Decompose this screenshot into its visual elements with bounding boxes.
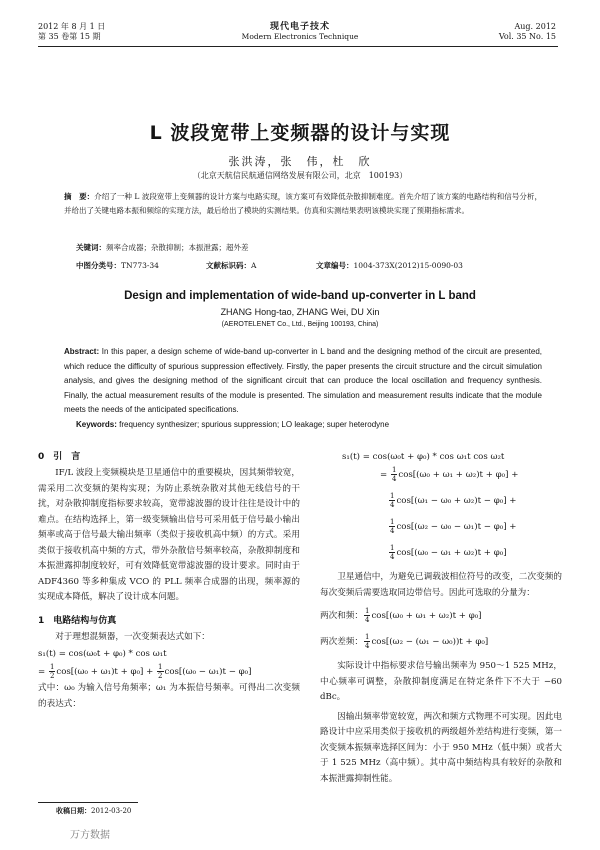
section-1-paragraph: 对于理想混频器，一次变频表达式如下：	[55, 631, 210, 642]
abstract-en-text: In this paper, a design scheme of wide-band up-converter in L band and the designing method of the circuit are presented, which reduce the difficulty of spurious suppression effectively. Firstly, the paper presents the circuit structure and the circuit simulation analysis, and gives the designing method of the significant circuit that can produce the local oscillation and frequency synthesis. Finally, the actual measurement results of the module is presented. The simulation and measurement results indicate that the module meets the needs of the anticipated specifications.	[64, 347, 542, 415]
sum-frequency-label: 两次和频：	[320, 611, 363, 621]
authors-cn: 张洪涛，张 伟，杜 欣	[228, 155, 372, 168]
fraction-quarter	[389, 544, 395, 561]
clc-value: TN773-34	[121, 261, 159, 270]
right-paragraph-2: 实际设计中指标要求信号输出频率为 950～1 525 MHz，中心频率可调整，杂散抑制度满足在特定条件下不大于 −60 dBc。	[320, 661, 562, 702]
keywords-en-label: Keywords:	[76, 420, 117, 429]
header-journal	[200, 22, 400, 42]
section-0-paragraph: IF/L 波段上变频模块是卫星通信中的重要模块，因其频带较宽，需采用二次变频的架构实现；为防止系统杂散对其他无线信号的干扰，对杂散抑制度指标要求较高，宽带滤波器的设计往往是设计中的难点。在结构选择上，第一级变频输出信号可采用低于信号最小输出频率或高于信号最大输出频率（类似于接收机高中频）的方式。采用类似于接收机高中频的方式，带外杂散信号频率较高，杂散抑制度和本振泄露抑制度较好，可有效降低宽带滤波器的设计要求。同时由于 ADF4360 等多种集成 VCO 的 PLL 频率合成器的出现，频率源的实现成本降低，解决了设计成本问题。	[38, 468, 300, 602]
authors-en: ZHANG Hong-tao, ZHANG Wei, DU Xin	[220, 307, 380, 317]
keywords-en	[76, 420, 389, 429]
paper-title-en: Design and implementation of wide-band up-converter in L band	[124, 290, 476, 302]
fraction-numerator: 1	[390, 492, 395, 500]
fraction-half-a	[49, 663, 55, 680]
equation-3-term-text: cos[(ω₀ − ω₁ + ω₂)t + φ₀]	[396, 548, 507, 558]
equation-2	[38, 663, 300, 681]
clc-number	[76, 260, 206, 271]
article-number	[316, 260, 546, 271]
fraction-numerator: 1	[390, 518, 395, 526]
equation-1: s₁(t) = cos(ω₀t + φ₀) * cos ω₁t	[38, 649, 167, 659]
equation-3-term-text: cos[(ω₁ − ω₀ + ω₂)t − φ₀] +	[396, 496, 517, 506]
affiliation-en: (AEROTELENET Co., Ltd., Beijing 100193, China)	[221, 321, 379, 328]
fraction-numerator: 1	[391, 466, 397, 474]
abstract-cn	[64, 190, 542, 217]
received-date-value: 2012-03-20	[91, 807, 132, 815]
equation-2-term-b: cos[(ω₀ − ω₁)t − φ₀]	[164, 667, 252, 677]
fraction-quarter	[364, 607, 370, 624]
watermark: 万方数据	[70, 830, 110, 841]
fraction-numerator: 1	[364, 607, 370, 615]
article-label: 文章编号：	[316, 261, 354, 270]
section-0-heading: 0 引 言	[38, 452, 81, 462]
fraction-half-b	[157, 663, 163, 680]
fraction-numerator: 1	[390, 544, 395, 552]
received-date	[56, 806, 131, 816]
classification-row	[76, 260, 546, 271]
header-date-en: Aug. 2012	[514, 22, 556, 31]
journal-name-en: Modern Electronics Technique	[241, 32, 359, 41]
paper-title-cn: L 波段宽带上变频器的设计与实现	[149, 122, 451, 144]
header-rule	[38, 46, 558, 47]
fraction-denominator: 4	[391, 475, 397, 483]
fraction-denominator: 4	[364, 642, 370, 650]
abstract-cn-text: 介绍了一种 L 波段宽带上变频器的设计方案与电路实现，该方案可有效降低杂散抑制难度。首先介绍了该方案的电路结构和信号分析，并给出了关键电路本振和频综的实现方法，最后给出了模块的实测结果。仿真和实测结果表明该模块实现了预期指标需求。	[64, 192, 543, 215]
abstract-en-label: Abstract:	[64, 347, 100, 356]
keywords-cn	[76, 242, 249, 253]
doc-label: 文献标识码：	[206, 261, 251, 270]
fraction-quarter	[391, 466, 397, 483]
footnote-rule	[38, 802, 138, 803]
header-volume-en: Vol. 35 No. 15	[498, 32, 556, 41]
section-1-paragraph-2: 式中：ω₀ 为输入信号角频率；ω₁ 为本振信号频率。可得出二次变频的表达式：	[38, 683, 300, 709]
diff-frequency-term: cos[(ω₂ − (ω₁ − ω₀))t + φ₀]	[371, 637, 489, 647]
fraction-denominator: 4	[390, 501, 395, 509]
equation-3-head: s₁(t) = cos(ω₀t + φ₀) * cos ω₁t cos ω₂t	[342, 452, 505, 462]
right-paragraph-3: 因输出频率带宽较宽，两次和频方式物理不可实现。因此电路设计中应采用类似于接收机的两级超外差结构进行变频，第一次变频本振频率选择区间为：小于 950 MHz（低中频）或者大于 1 525 MHz（高中频）。其中高中频结构具有较好的杂散和本振泄露抑制性能。	[320, 711, 562, 784]
section-1-heading: 1 电路结构与仿真	[38, 615, 117, 626]
keywords-en-text: frequency synthesizer; spurious suppression; LO leakage; super heterodyne	[116, 420, 390, 429]
equation-2-term-a: cos[(ω₀ + ω₁)t + φ₀] +	[56, 667, 154, 677]
sum-frequency-term: cos[(ω₀ + ω₁ + ω₂)t + φ₀]	[371, 611, 482, 621]
diff-frequency-label: 两次差频：	[320, 637, 363, 647]
equation-3-term-text: cos[(ω₀ + ω₁ + ω₂)t + φ₀] +	[398, 470, 519, 480]
fraction-denominator: 4	[390, 527, 395, 535]
equation-3-term-2	[388, 518, 562, 536]
fraction-numerator: 1	[49, 663, 55, 671]
right-column	[320, 448, 562, 787]
equation-2-equals: =	[38, 667, 46, 677]
keywords-cn-text: 频率合成器；杂散抑制；本振泄露；超外差	[106, 243, 249, 252]
fraction-numerator: 1	[364, 633, 370, 641]
header-volume: 第 35 卷第 15 期	[38, 32, 101, 41]
equation-3-term-text: cos[(ω₂ − ω₀ − ω₁)t − φ₀] +	[396, 522, 517, 532]
doc-code	[206, 260, 316, 271]
header-date-volume	[38, 22, 105, 42]
clc-label: 中图分类号：	[76, 261, 121, 270]
diff-frequency-line	[320, 633, 562, 651]
fraction-quarter	[389, 518, 395, 535]
received-date-label: 收稿日期：	[56, 807, 91, 815]
left-column	[38, 448, 300, 712]
abstract-cn-label: 摘 要：	[64, 192, 95, 201]
header-date: 2012 年 8 月 1 日	[38, 22, 106, 31]
keywords-cn-label: 关键词：	[76, 243, 106, 252]
abstract-en	[64, 345, 542, 418]
fraction-quarter	[389, 492, 395, 509]
fraction-denominator: 2	[158, 672, 163, 680]
fraction-denominator: 4	[364, 616, 370, 624]
fraction-numerator: 1	[158, 663, 163, 671]
header-issue-en	[499, 22, 556, 42]
fraction-quarter	[364, 633, 370, 650]
affiliation-cn: （北京天航信民航通信网络发展有限公司，北京 100193）	[192, 171, 408, 180]
equation-3-term-0: = $\frac{1}{4}$ cos[(ω₀ + ω₁ + ω₂)t + φ₀] +	[380, 466, 519, 483]
fraction-denominator: 4	[390, 553, 395, 561]
doc-value: A	[251, 261, 257, 270]
journal-name-cn: 现代电子技术	[269, 22, 330, 32]
sum-frequency-line	[320, 607, 562, 625]
fraction-denominator: 2	[49, 672, 55, 680]
equation-3-term-1	[388, 492, 562, 510]
equation-3-term-3	[388, 544, 562, 562]
right-paragraph-1: 卫星通信中，为避免已调载波相位符号的改变，二次变频的每次变频后需要选取同边带信号。因此可选取的分量为：	[320, 572, 562, 598]
article-value: 1004-373X(2012)15-0090-03	[353, 261, 463, 270]
